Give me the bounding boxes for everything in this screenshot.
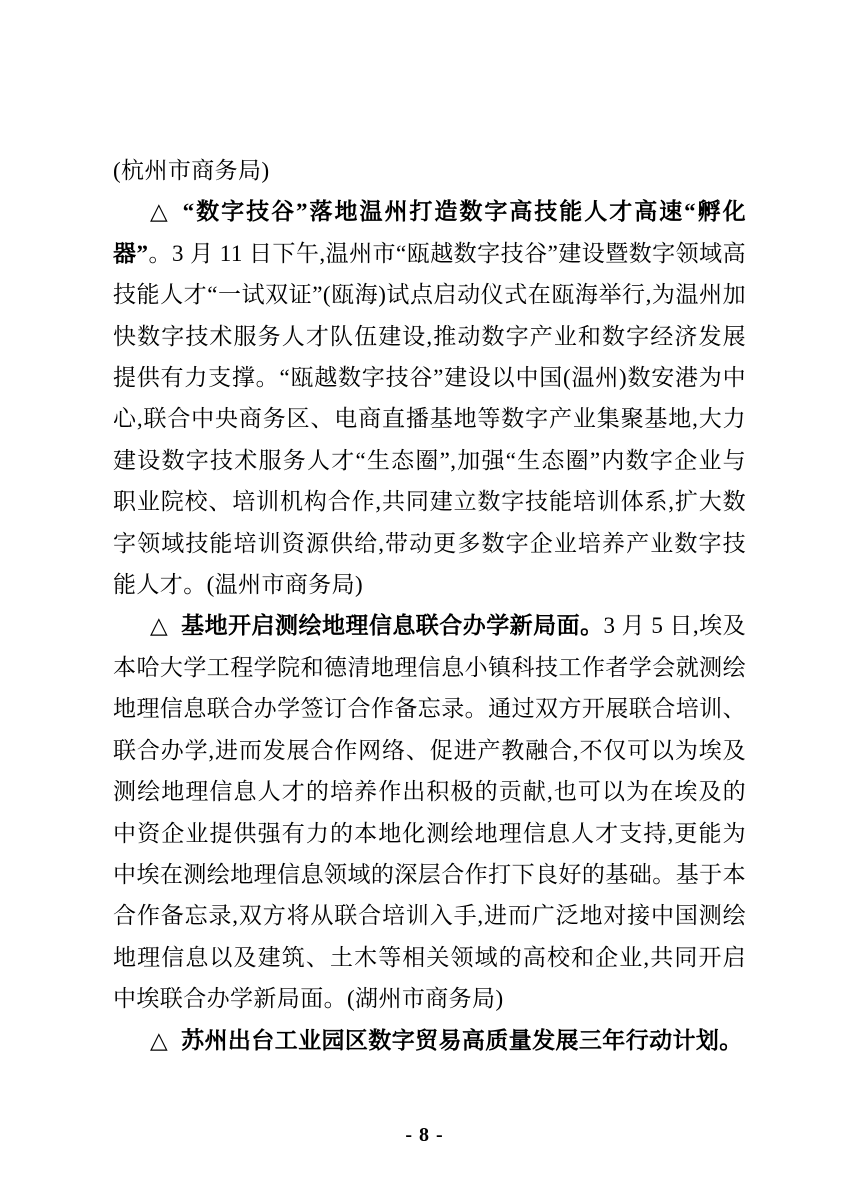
paragraph-item-deqing xyxy=(113,605,746,1019)
paragraph-item-wenzhou xyxy=(113,191,746,605)
document-body xyxy=(113,150,746,1061)
item-headline: 苏州出台工业园区数字贸易高质量发展三年行动计划。 xyxy=(181,1027,743,1053)
triangle-marker: △ xyxy=(150,613,169,639)
triangle-marker: △ xyxy=(150,199,170,225)
triangle-marker: △ xyxy=(150,1027,169,1053)
item-body-text: 3 月 5 日,埃及本哈大学工程学院和德清地理信息小镇科技工作者学会就测绘地理信息联合办学签订合作备忘录。通过双方开展联合培训、联合办学,进而发展合作网络、促进产教融合,不仅可以为埃及测绘地理信息人才的培养作出积极的贡献,也可以为在埃及的中资企业提供强有力的本地化测绘地理信息人才支持,更能为中埃在测绘地理信息领域的深层合作打下良好的基础。基于本合作备忘录,双方将从联合培训入手,进而广泛地对接中国测绘地理信息以及建筑、土木等相关领域的高校和企业,共同开启中埃联合办学新局面。(湖州市商务局) xyxy=(113,613,747,1012)
paragraph-attribution-hangzhou xyxy=(113,150,746,191)
item-body-text: 。3 月 11 日下午,温州市“瓯越数字技谷”建设暨数字领域高技能人才“一试双证”(瓯海)试点启动仪式在瓯海举行,为温州加快数字技术服务人才队伍建设,推动数字产业和数字经济发展提供有力支撑。“瓯越数字技谷”建设以中国(温州)数安港为中心,联合中央商务区、电商直播基地等数字产业集聚基地,大力建设数字技术服务人才“生态圈”,加强“生态圈”内数字企业与职业院校、培训机构合作,共同建立数字技能培训体系,扩大数字领域技能培训资源供给,带动更多数字企业培养产业数字技能人才。(温州市商务局) xyxy=(113,240,746,598)
page-number: - 8 - xyxy=(405,1124,444,1146)
paragraph-item-suzhou xyxy=(113,1020,746,1061)
attribution-text: (杭州市商务局) xyxy=(113,158,270,183)
item-headline: 基地开启测绘地理信息联合办学新局面。 xyxy=(181,613,604,639)
page-footer xyxy=(0,1122,849,1148)
item-headline: “数字技谷”落地温州打造数字高技能人才高速“孵化器” xyxy=(113,199,746,266)
